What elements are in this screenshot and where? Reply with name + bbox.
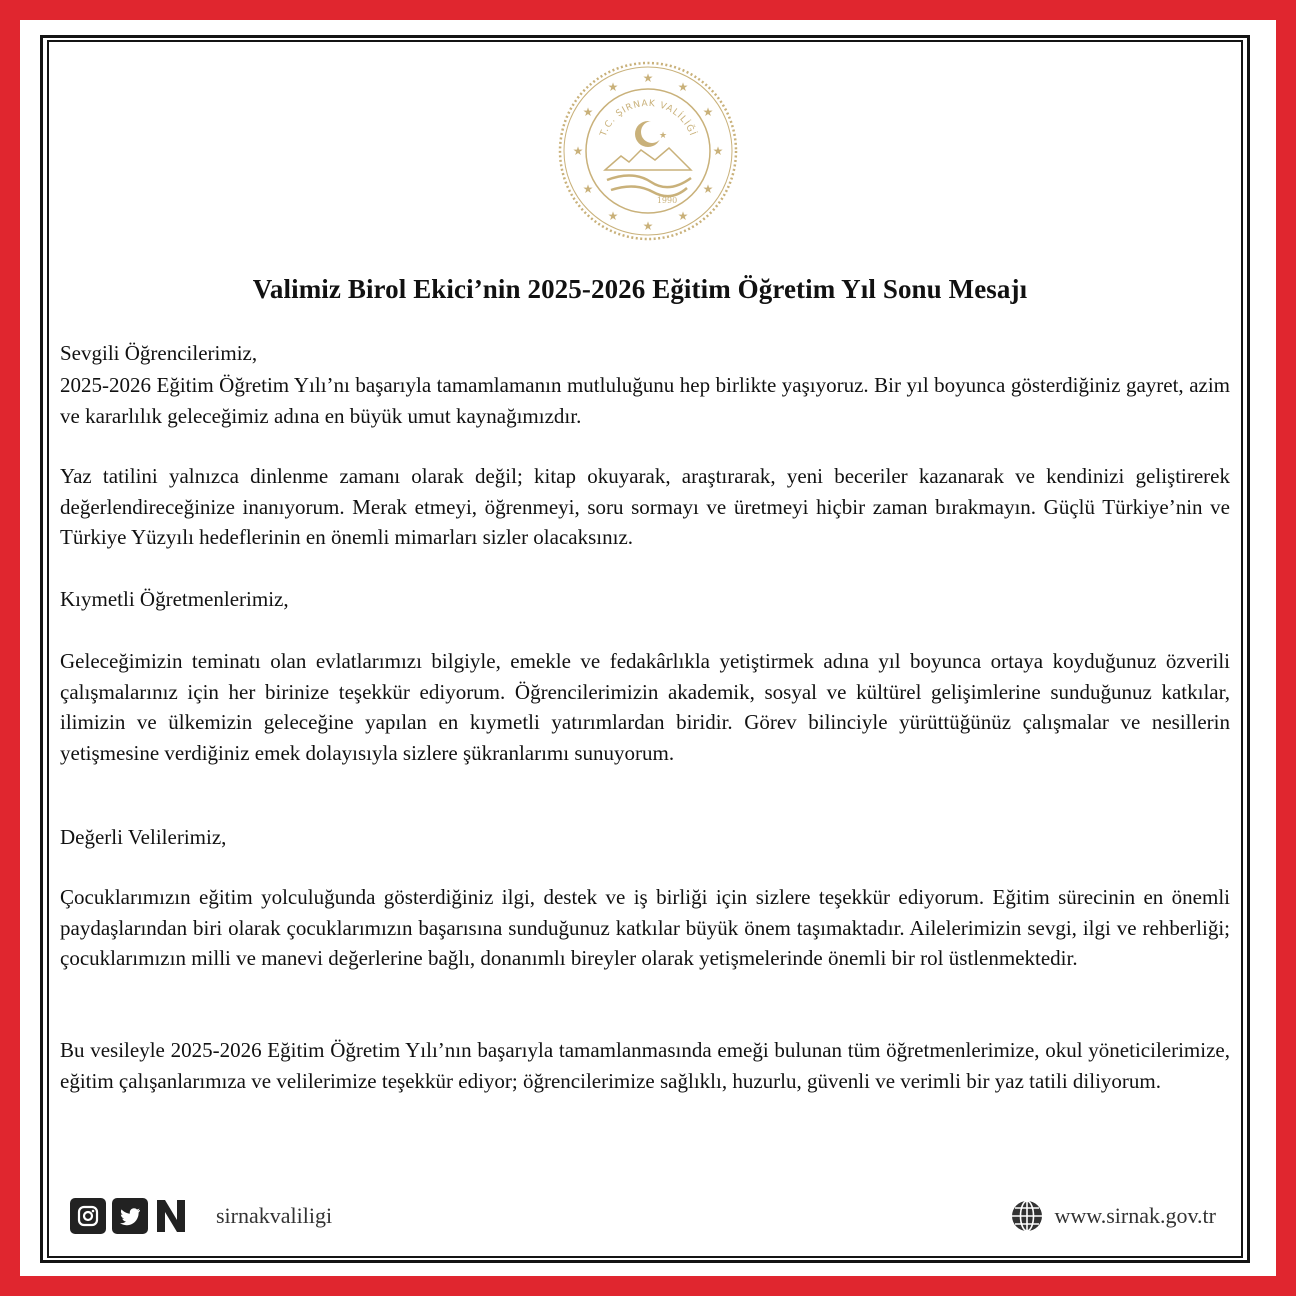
greeting-teachers: Kıymetli Öğretmenlerimiz,: [60, 587, 289, 611]
svg-text:★: ★: [582, 105, 594, 119]
instagram-icon[interactable]: [70, 1198, 106, 1234]
svg-text:★: ★: [702, 182, 714, 196]
svg-text:★: ★: [642, 219, 654, 233]
greeting-parents: Değerli Velilerimiz,: [60, 825, 227, 849]
twitter-icon[interactable]: [112, 1198, 148, 1234]
paragraph-teachers: Geleceğimizin teminatı olan evlatlarımızı bilgiyle, emekle ve fedakârlıkla yetiştirmek adına yıl boyunca ortaya koyduğunuz özverili çalışmalarınız için her birinize teşekkür ediyorum. Öğrencilerimizin akademik, sosyal ve kültürel gelişimlerine sunduğunuz katkılar, ilimizin ve ülkemizin geleceğine yapılan en kıymetli yatırımlardan biridir. Görev bilinciyle yürüttüğünüz çalışmalar ve nesillerin yetişmesine verdiğiniz emek dolayısıyla sizlere şükranlarımı sunuyorum.: [60, 649, 1230, 765]
globe-icon: [1010, 1199, 1044, 1233]
social-footer: [70, 1196, 332, 1236]
paragraph-students-2: Yaz tatilini yalnızca dinlenme zamanı olarak değil; kitap okuyarak, araştırarak, yeni beceriler kazanarak ve kendinizi geliştirerek değerlendireceğinize inanıyorum. Merak etmeyi, öğrenmeyi, soru sormayı ve üretmeyi hiçbir zaman bırakmayın. Güçlü Türkiye’nin ve Türkiye Yüzyılı hedeflerinin en önemli mimarları sizler olacaksınız.: [60, 464, 1230, 549]
nsosyal-icon[interactable]: [154, 1198, 188, 1234]
paragraph-students-1: 2025-2026 Eğitim Öğretim Yılı’nı başarıyla tamamlamanın mutluluğunu hep birlikte yaşıyoruz. Bir yıl boyunca gösterdiğiniz gayret, azim ve kararlılık geleceğimiz adına en büyük umut kaynağımızdır.: [60, 373, 1230, 428]
message-title: Valimiz Birol Ekici’nin 2025-2026 Eğitim Öğretim Yıl Sonu Mesajı: [252, 274, 1028, 304]
svg-text:★: ★: [702, 105, 714, 119]
page-frame: [20, 20, 1276, 1276]
website-link[interactable]: www.sirnak.gov.tr: [1054, 1203, 1216, 1228]
svg-text:★: ★: [582, 182, 594, 196]
governorship-seal-logo: [555, 58, 741, 244]
social-handle: sirnakvaliligi: [216, 1203, 333, 1228]
paragraph-parents: Çocuklarımızın eğitim yolculuğunda gösterdiğiniz ilgi, destek ve iş birliği için sizlere teşekkür ediyorum. Eğitim sürecinin en önemli paydaşlarından biri olarak çocuklarımızın başarısına sunduğunuz katkılar büyük önem taşımaktadır. Ailelerimizin sevgi, ilgi ve rehberliği; çocuklarımızın milli ve manevi değerlerine bağlı, donanımlı bireyler olarak yetişmelerinde önemli bir rol üstlenmektedir.: [60, 885, 1230, 970]
svg-text:1990: 1990: [656, 196, 678, 205]
svg-text:T.C. ŞIRNAK VALİLİĞİ: T.C. ŞIRNAK VALİLİĞİ: [598, 98, 698, 138]
svg-text:★: ★: [572, 144, 584, 158]
svg-text:★: ★: [677, 80, 689, 94]
greeting-students: Sevgili Öğrencilerimiz,: [60, 341, 258, 365]
svg-text:★: ★: [712, 144, 724, 158]
svg-text:★: ★: [642, 71, 654, 85]
svg-text:★: ★: [607, 80, 619, 94]
svg-text:★: ★: [677, 209, 689, 223]
svg-text:★: ★: [659, 131, 668, 141]
website-footer: [1010, 1196, 1216, 1236]
svg-text:★: ★: [607, 209, 619, 223]
paragraph-closing: Bu vesileyle 2025-2026 Eğitim Öğretim Yılı’nın başarıyla tamamlanmasında emeği bulunan tüm öğretmenlerimize, okul yöneticilerimize, eğitim çalışanlarımıza ve velilerimize teşekkür ediyor; öğrencilerimize sağlıklı, huzurlu, güvenli ve verimli bir yaz tatili diliyorum.: [60, 1038, 1230, 1093]
